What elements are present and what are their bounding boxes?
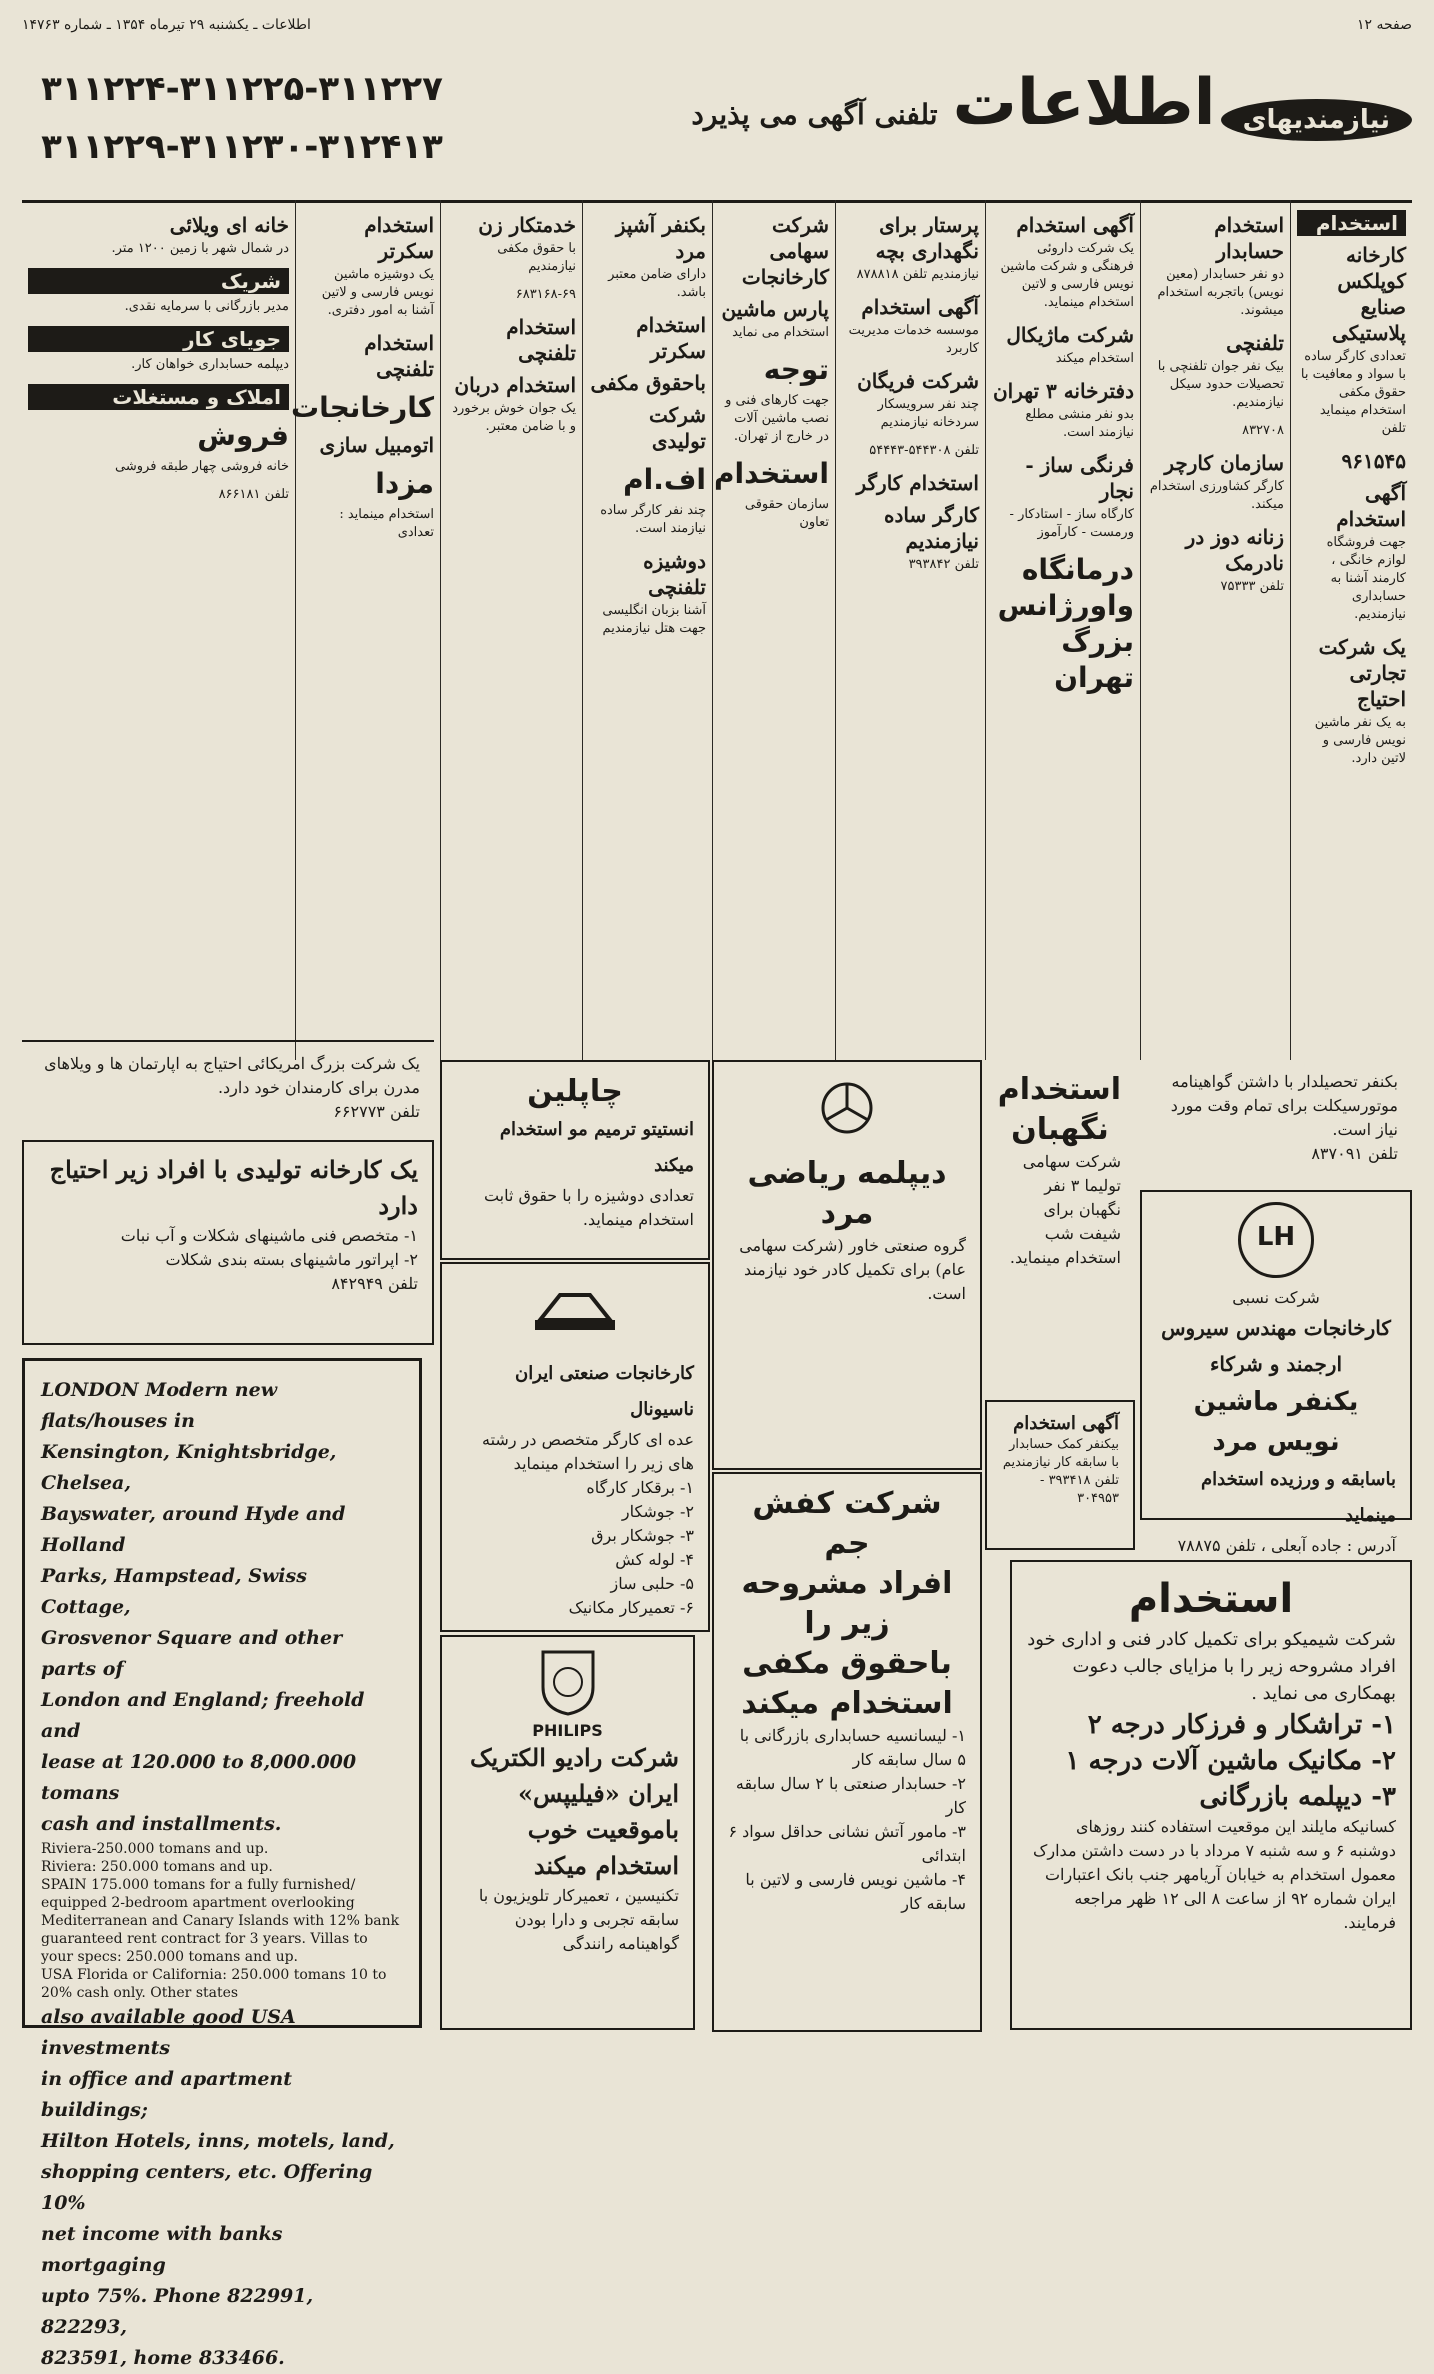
london-line: Grosvenor Square and other parts of — [41, 1627, 343, 1680]
ad-text: ۱- متخصص فنی ماشینهای شکلات و آب نبات — [120, 1226, 418, 1245]
masthead-badge: نیازمندیهای — [1221, 99, 1412, 141]
ad-text: کسانیکه مایلند این موقعیت استفاده کنند روزهای دوشنبه ۶ و سه شنبه ۷ مرداد با در دست داشتن مدارک معمول استخدام به خیابان آریامهر جنب بانک اعتبارات ایران شماره ۹۲ از ساعت ۸ الی ۱۲ ظهر مراجعه فرمایند. — [1033, 1817, 1396, 1932]
company-logo: LH — [1238, 1202, 1314, 1278]
ad-heading-large: کارخانجات — [291, 391, 434, 424]
ad-text: بیکنفر کمک حسابدار با سابقه کار نیازمندیم — [1002, 1437, 1119, 1470]
london-line: also available good USA investments — [41, 2006, 296, 2059]
ad-text: خانه فروشی چهار طبقه فروشی — [115, 459, 289, 474]
ad-text: نیازمندیم تلفن ۸۷۸۸۱۸ — [856, 267, 979, 282]
masthead-brand: اطلاعات — [952, 66, 1216, 140]
ad-philips — [440, 1635, 695, 2030]
ad-heading-large: استخدام — [713, 457, 829, 490]
ad-text: یک شرکت داروئی فرهنگی و شرکت ماشین نویس فارسی و لاتین استخدام مینماید. — [1000, 241, 1134, 310]
column-1 — [1290, 200, 1412, 1060]
ad-heading: استخدام سکرتر — [636, 313, 706, 363]
ad-text: یک جوان خوش برخورد و با ضامن معتبر. — [452, 401, 576, 434]
ad-text: استخدام مینماید : تعدادی — [339, 507, 434, 540]
masthead-title — [512, 66, 1412, 186]
ad-heading: آگهی استخدام — [1336, 481, 1406, 531]
column-2 — [1140, 200, 1290, 1060]
ad-text: شرکت شیمیکو برای تکمیل کادر فنی و اداری خود افراد مشروحه زیر را با مزایای جالب دعوت بهمکاری می نماید . — [1027, 1629, 1396, 1704]
ad-text: بکنفر تحصیلدار با داشتن گواهینامه موتورسیکلت برای تمام وقت مورد نیاز است. — [1170, 1072, 1398, 1139]
ad-heading: استخدام کارگر — [856, 471, 979, 495]
ad-heading-large: درمانگاه واورژانس بزرگ تهران — [997, 553, 1134, 694]
ad-text: کارگر کشاورزی استخدام میکند. — [1149, 479, 1284, 512]
ad-text: مدیر بازرگانی با سرمایه نقدی. — [124, 299, 289, 314]
london-line: shopping centers, etc. Offering 10% — [41, 2161, 373, 2214]
ad-london-properties — [22, 1358, 422, 2369]
list-item: ۶- تعمیرکار مکانیک — [568, 1598, 694, 1617]
ad-text: چند نفر کارگر ساده نیازمند است. — [600, 503, 706, 536]
ad-text: یک شرکت بزرگ امریکائی احتیاج به اپارتمان ها و ویلاهای مدرن برای کارمندان خود دارد. — [44, 1054, 420, 1097]
ad-phone: تلفن ۸۴۲۹۴۹ — [331, 1274, 418, 1293]
ad-heading: باموقعیت خوب — [527, 1815, 679, 1844]
ad-heading: استخدام میکند — [533, 1851, 679, 1880]
ad-phone: تلفن ۶۶۲۷۷۳ — [333, 1102, 420, 1121]
ad-text: دو نفر حسابدار (معین نویس) باتجربه استخدام میشوند. — [1157, 267, 1284, 318]
ad-heading: باحقوق مکفی — [590, 371, 706, 395]
ad-heading: پارس ماشین — [721, 297, 829, 321]
section-partner: شریک — [28, 268, 289, 294]
ad-shimiko-employment — [1010, 1560, 1412, 2030]
phones-line-2: ۳۱۱۲۲۹-۳۱۱۲۳۰-۳۱۲۴۱۳ — [41, 127, 443, 167]
ad-phone: ۶۸۳۱۶۸-۶۹ — [515, 287, 576, 302]
column-8 — [291, 200, 440, 1060]
ad-text: کارگاه ساز - استادکار - ورمست - کارآموز — [1009, 507, 1134, 540]
ad-text: عده ای کارگر متخصص در رشته های زیر را استخدام مینماید — [482, 1430, 694, 1473]
ad-sirus-arjmand — [1140, 1190, 1412, 1555]
london-plain: Riviera-250.000 tomans and up. — [41, 1841, 269, 1857]
ad-text: تعدادی کارگر ساده با سواد و معافیت با حقوق مکفی استخدام مینماید تلفن — [1300, 349, 1406, 436]
ad-text: دارای ضامن معتبر باشد. — [608, 267, 706, 300]
ad-production-factory — [22, 1140, 434, 1345]
ad-text: استخدام می نماید — [732, 325, 829, 340]
ad-heading: کارخانجات مهندس سیروس ارجمند و شرکاء — [1161, 1316, 1391, 1376]
ad-text: بدو نفر منشی مطلع نیازمند است. — [1025, 407, 1134, 440]
ad-text: جهت فروشگاه لوازم خانگی ، کارمند آشنا به حسابداری نیازمندیم. — [1326, 535, 1406, 622]
london-line: lease at 120.000 to 8,000.000 tomans — [41, 1751, 357, 1804]
philips-brand: PHILIPS — [532, 1721, 603, 1740]
page-number: صفحه ۱۲ — [1356, 17, 1412, 33]
ad-text: تکنیسین ، تعمیرکار تلویزیون با سابقه تجربی و دارا بودن گواهینامه رانندگی — [478, 1886, 679, 1953]
ad-phone: تلفن ۳۹۳۸۴۲ — [908, 557, 979, 572]
ad-heading: زنانه دوز در نادرمک — [1185, 525, 1284, 575]
ad-heading: شرکت فریگان — [857, 369, 979, 393]
ad-heading: یک کارخانه تولیدی با افراد زیر احتیاج دارد — [49, 1155, 418, 1220]
list-item: ۴- لوله کش — [615, 1550, 694, 1569]
ad-text: بیک نفر جوان تلفنچی با تحصیلات حدود سیکل نیازمندیم. — [1157, 359, 1284, 410]
ad-heading: استخدام میکند — [741, 1686, 953, 1721]
chaplin-title: چاپلین — [527, 1074, 623, 1109]
spacer — [712, 1262, 982, 1282]
column-7 — [440, 200, 582, 1060]
list-item: ۱- لیسانسیه حسابداری بازرگانی با ۵ سال سابقه کار — [739, 1726, 966, 1769]
mercedes-text: گروه صنعتی خاور (شرکت سهامی عام) برای تکمیل کادر خود نیازمند است. — [739, 1236, 966, 1303]
mercedes-star-icon — [802, 1078, 892, 1148]
chaplin-sub: انستیتو ترمیم مو استخدام میکند — [499, 1119, 694, 1176]
ad-heading: آگهی استخدام — [1013, 1413, 1119, 1434]
ad-text: استخدام میکند — [1055, 351, 1134, 366]
london-line: net income with banks mortgaging — [41, 2223, 283, 2276]
masthead — [22, 60, 1412, 203]
ad-heading-large: فروش — [197, 419, 289, 452]
ad-heading: استخدام حسابدار — [1214, 213, 1284, 263]
ad-text: دیپلمه حسابداری خواهان کار. — [131, 357, 289, 372]
ad-heading: خانه ای ویلائی — [169, 213, 289, 237]
ad-phone: تلفن ۸۳۷۰۹۱ — [1311, 1144, 1398, 1163]
ad-heading: پرستار برای نگهداری بچه — [875, 213, 979, 263]
london-line: London and England; freehold and — [41, 1689, 365, 1742]
ad-phone: ۹۶۱۵۴۵ — [1341, 449, 1406, 473]
ad-text: چند نفر سرویسکار سردخانه نیازمندیم — [877, 397, 979, 430]
ad-heading: ایران «فیلیپس» — [518, 1779, 679, 1808]
ad-heading: آگهی استخدام — [1016, 213, 1134, 237]
list-item: ۳- مامور آتش نشانی حداقل سواد ۶ ابتدائی — [728, 1822, 966, 1865]
column-6 — [582, 200, 712, 1060]
paper-dateline: اطلاعات ـ یکشنبه ۲۹ تیرماه ۱۳۵۴ ـ شماره ۱۴۷۶۳ — [22, 17, 311, 33]
london-plain: USA Florida or California: 250.000 tomans 10 to 20% cash only. Other states — [41, 1967, 387, 2001]
ad-heading: یک شرکت تجارتی احتیاج — [1318, 635, 1406, 711]
section-real-estate: املاک و مستغلات — [28, 384, 289, 410]
masthead-subtitle: تلفنی آگهی می پذیرد — [691, 98, 938, 131]
ad-heading: شرکت رادیو الکتریک — [470, 1743, 679, 1772]
ad-heading: کارخانه کوپلکس صنایع پلاستیکی — [1331, 243, 1406, 345]
ad-heading: تلفنچی — [1226, 331, 1284, 355]
list-item: ۳- جوشکار برق — [591, 1526, 694, 1545]
ad-iran-national — [440, 1262, 710, 1632]
ad-heading: یکنفر ماشین نویس مرد — [1193, 1387, 1359, 1457]
ad-chaplin — [440, 1060, 710, 1260]
ad-text: شرکت سهامی تولیما ۳ نفر نگهبان برای شیفت شب استخدام مینماید. — [1009, 1152, 1121, 1267]
section-job-seeking: جویای کار — [28, 326, 289, 352]
ad-phone: تلفن ۳۹۳۴۱۸ - ۳۰۴۹۵۳ — [1040, 1473, 1119, 1506]
ad-heading-large: استخدام — [1128, 1576, 1294, 1622]
list-item: ۱- تراشکار و فرزکار درجه ۲ — [1087, 1710, 1396, 1740]
ad-text: سازمان حقوقی تعاون — [744, 497, 829, 530]
london-line: Kensington, Knightsbridge, Chelsea, — [41, 1441, 337, 1494]
ad-heading: شرکت تولیدی — [649, 403, 706, 453]
mercedes-title: دیپلمه ریاضی مرد — [747, 1156, 947, 1231]
ad-american-company — [22, 1040, 434, 1140]
ad-heading: دفترخانه ۳ تهران — [992, 379, 1134, 403]
ad-heading-large: توجه — [763, 353, 829, 386]
ad-text: موسسه خدمات مدیریت کاربرد — [848, 323, 979, 356]
ad-heading: افراد مشروحه زیر را — [741, 1566, 953, 1641]
chaplin-text: تعدادی دوشیزه را با حقوق ثابت استخدام مینماید. — [483, 1186, 694, 1229]
ad-courier — [1140, 1060, 1412, 1180]
ad-phone: تلفن ۵۴۴۳۰۸-۵۴۴۴۳ — [869, 443, 979, 458]
london-plain: SPAIN 175.000 tomans for a fully furnished/ equipped 2-bedroom apartment overlooking Mediterranean and Canary Islands with 12% bank guaranteed rent contract for 3 years. Villas to your specs: 250.000 tomans and up. — [41, 1877, 400, 1965]
ad-heading: باحقوق مکفی — [742, 1646, 952, 1681]
ad-heading: استخدام تلفنچی — [364, 331, 434, 381]
london-line: Hilton Hotels, inns, motels, land, — [41, 2130, 395, 2152]
ad-phone: ۸۳۲۷۰۸ — [1242, 423, 1284, 438]
ad-heading: خدمتکار زن — [478, 213, 576, 237]
car-emblem-icon — [530, 1280, 620, 1350]
ad-text: یک دوشیزه ماشین نویس فارسی و لاتین آشنا به امور دفتری. — [321, 267, 434, 318]
page-header — [22, 12, 1412, 38]
london-line: LONDON Modern new flats/houses in — [41, 1379, 278, 1432]
ad-text: ۲- اپراتور ماشینهای بسته بندی شکلات — [165, 1250, 418, 1269]
ad-heading-large: اف.ام — [623, 463, 706, 496]
ad-heading: دوشیزه تلفنچی — [643, 549, 706, 599]
list-item: ۳- دیپلمه بازرگانی — [1199, 1782, 1396, 1812]
ad-text: تلفن ۷۵۳۳۳ — [1220, 579, 1284, 594]
ad-accountant — [985, 1400, 1135, 1550]
ad-heading: شرکت ماژیکال — [1006, 323, 1134, 347]
ad-heading-large: مزدا — [375, 467, 434, 500]
masthead-phones — [22, 60, 462, 190]
ad-heading: فرنگی ساز - نجار — [1025, 453, 1134, 503]
ad-heading: استخدام دربان — [454, 373, 576, 397]
column-5 — [712, 200, 835, 1060]
ad-heading: کارخانجات صنعتی ایران ناسیونال — [515, 1363, 694, 1420]
ad-heading: کارگر ساده نیازمندیم — [883, 503, 979, 553]
ad-heading: شرکت سهامی کارخانجات — [741, 213, 829, 289]
ad-text: آشنا بزبان انگلیسی جهت هتل نیازمندیم — [602, 603, 706, 636]
ad-jam-shoes — [712, 1472, 982, 2032]
ad-heading: استخدام تلفنچی — [506, 315, 576, 365]
london-line: in office and apartment buildings; — [41, 2068, 293, 2121]
list-item: ۱- برقکار کارگاه — [586, 1478, 694, 1497]
ad-text: جهت کارهای فنی و نصب ماشین آلات در خارج از تهران. — [725, 393, 829, 444]
ad-heading: آگهی استخدام — [861, 295, 979, 319]
column-9 — [22, 200, 295, 1040]
philips-logo — [456, 1647, 679, 1740]
section-employment: استخدام — [1297, 210, 1406, 236]
ad-heading: شرکت کفش جم — [752, 1486, 942, 1561]
ad-text: شرکت نسبی — [1232, 1288, 1320, 1307]
philips-shield-icon — [533, 1647, 603, 1717]
list-item: ۵- حلبی ساز — [610, 1574, 694, 1593]
ad-heading: استخدام سکرتر — [364, 213, 434, 263]
column-4 — [835, 200, 985, 1060]
london-plain: Riviera: 250.000 tomans and up. — [41, 1859, 273, 1875]
ad-text: باسابقه و ورزیده استخدام مینماید — [1200, 1469, 1396, 1526]
london-line: Bayswater, around Hyde and Holland — [41, 1503, 346, 1556]
list-item: ۴- ماشین نویس فارسی و لاتین با سابقه کار — [745, 1870, 966, 1913]
list-item: ۲- حسابدار صنعتی با ۲ سال سابقه کار — [735, 1774, 966, 1817]
ad-heading: سازمان کارچر — [1164, 451, 1284, 475]
ad-heading: اتومبیل سازی — [319, 433, 434, 457]
ad-text: به یک نفر ماشین نویس فارسی و لاتین دارد. — [1314, 715, 1406, 766]
list-item: ۲- جوشکار — [621, 1502, 694, 1521]
column-3 — [985, 200, 1140, 1060]
ad-heading: استخدام نگهبان — [997, 1072, 1121, 1147]
ad-heading: بکنفر آشپز مرد — [615, 213, 706, 263]
phones-line-1: ۳۱۱۲۲۴-۳۱۱۲۲۵-۳۱۱۲۲۷ — [41, 69, 443, 109]
ad-negahban — [985, 1060, 1135, 1390]
london-line: Parks, Hampstead, Swiss Cottage, — [41, 1565, 307, 1618]
ad-text: در شمال شهر با زمین ۱۲۰۰ متر. — [111, 241, 289, 256]
list-item: ۲- مکانیک ماشین آلات درجه ۱ — [1065, 1746, 1396, 1776]
ad-text: با حقوق مکفی نیازمندیم — [497, 241, 576, 274]
ad-phone: تلفن ۸۶۶۱۸۱ — [218, 487, 289, 502]
london-line: 823591, home 833466. — [41, 2347, 285, 2369]
ad-text: آدرس : جاده آبعلی ، تلفن ۷۸۸۷۵ — [1177, 1536, 1396, 1555]
london-line: upto 75%. Phone 822991, 822293, — [41, 2285, 314, 2338]
london-line: cash and installments. — [41, 1813, 282, 1835]
